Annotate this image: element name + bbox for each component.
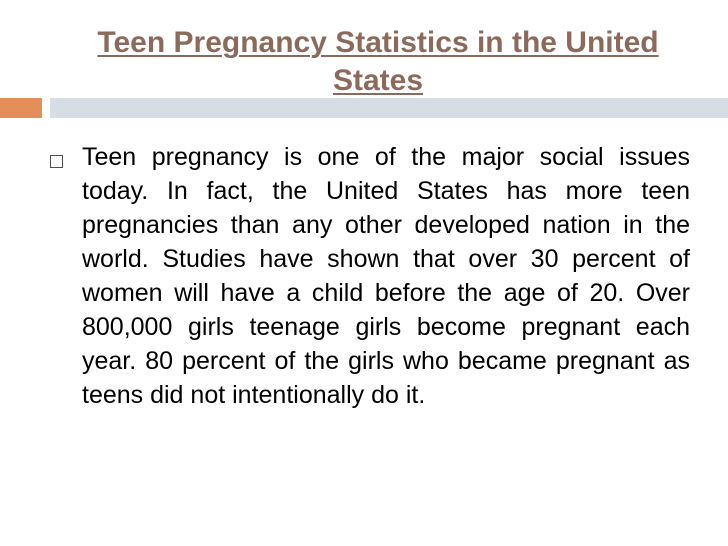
accent-bar: [0, 98, 42, 118]
slide-title-line-1: Teen Pregnancy Statistics in the United: [97, 26, 659, 59]
hollow-square-bullet-icon: [50, 155, 63, 168]
divider-bar: [50, 98, 728, 118]
bullet-text: Teen pregnancy is one of the major social issues today. In fact, the United States has more teen pregnancies than any other developed nation in the world. Studies have shown that over 30 percent of women will have a child before the age of 20. Over 800,000 girls teenage girls become pregnant each year. 80 percent of the girls who became pregnant as teens did not intentionally do it.: [82, 143, 690, 409]
slide-title-line-2: States: [332, 64, 424, 97]
slide-title: [58, 24, 698, 100]
